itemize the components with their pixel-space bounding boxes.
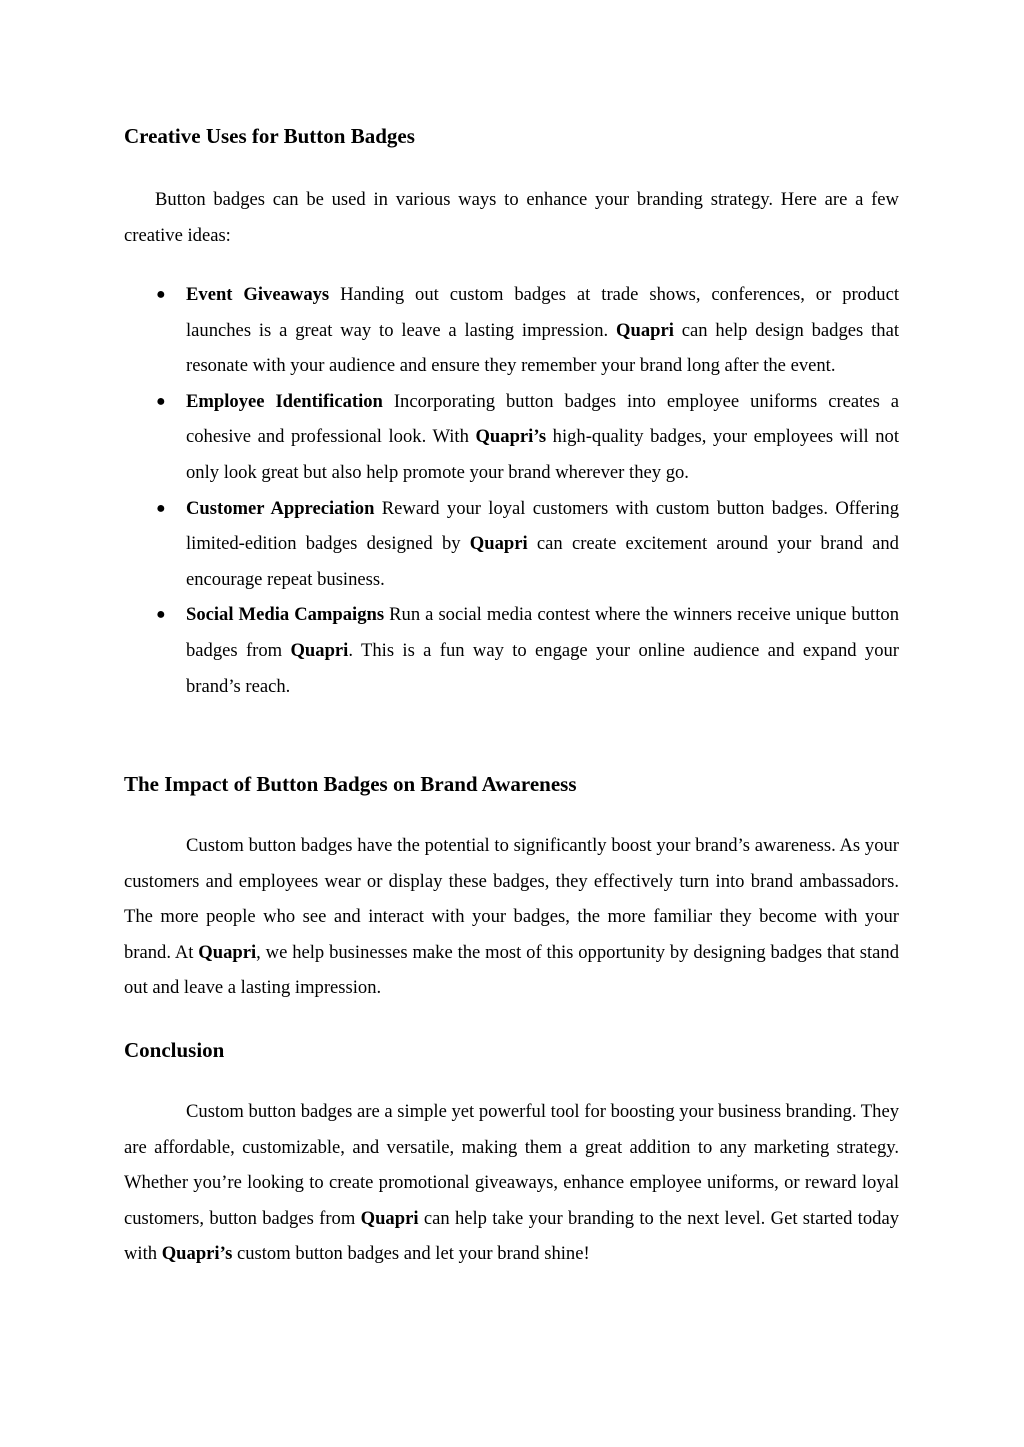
- list-item-event-giveaways: [124, 277, 899, 384]
- list-item-title: Employee Identification: [186, 390, 383, 412]
- impact-paragraph: [124, 828, 899, 1006]
- brand-name: Quapri’s: [475, 426, 547, 448]
- list-item-title: Event Giveaways: [186, 284, 330, 305]
- bullet-icon: ●: [156, 286, 166, 303]
- paragraph-text: Custom button badges have the potential to significantly boost your brand’s awareness. As your customers and employees wear or display these badges, they effectively turn into brand ambassadors. The more people who see and interact with your badges, the more familiar they become with your brand. At: [124, 835, 899, 963]
- list-item-text: Reward your loyal customers with custom button badges. Offering limited-edition badges designed by: [186, 497, 900, 555]
- intro-paragraph: Button badges can be used in various ways to enhance your branding strategy. Here are a few creative ideas:: [124, 189, 899, 246]
- section-heading-creative-uses: Creative Uses for Button Badges: [124, 124, 415, 148]
- paragraph-text: , we help businesses make the most of this opportunity by designing badges that stand out and leave a lasting impression.: [124, 941, 899, 999]
- list-item-text: can help design badges that resonate with your audience and ensure they remember your brand long after the event.: [186, 319, 899, 377]
- list-item-text: high-quality badges, your employees will not only look great but also help promote your brand wherever they go.: [186, 426, 899, 483]
- paragraph-text: Custom button badges are a simple yet powerful tool for boosting your business branding. They are affordable, customizable, and versatile, making them a great addition to any marketing strategy. Whether you’re looking to create promotional giveaways, enhance employee uniforms, or reward loyal customers, button badges from: [124, 1101, 899, 1229]
- list-item-customer-appreciation: [124, 491, 899, 598]
- section-heading-conclusion: Conclusion: [124, 1038, 225, 1062]
- list-item-text: can create excitement around your brand and encourage repeat business.: [186, 533, 899, 590]
- list-item-employee-identification: [124, 384, 899, 491]
- creative-ideas-list: [124, 277, 899, 704]
- list-item-title: Customer Appreciation: [186, 497, 375, 519]
- brand-name: Quapri: [469, 533, 528, 555]
- brand-name: Quapri: [360, 1207, 419, 1229]
- brand-name: Quapri: [198, 941, 257, 963]
- list-item-text: . This is a fun way to engage your online audience and expand your brand’s reach.: [186, 639, 899, 697]
- list-item-social-media-campaigns: [124, 597, 899, 704]
- conclusion-paragraph: [124, 1094, 899, 1272]
- paragraph-text: can help take your branding to the next level. Get started today with: [124, 1207, 899, 1265]
- brand-name: Quapri: [616, 319, 674, 341]
- list-item-title: Social Media Campaigns: [186, 604, 385, 626]
- brand-name: Quapri’s: [161, 1243, 233, 1265]
- bullet-icon: ●: [156, 606, 166, 624]
- bullet-icon: ●: [156, 499, 166, 517]
- section-heading-impact: The Impact of Button Badges on Brand Awareness: [124, 772, 577, 796]
- paragraph-text: custom button badges and let your brand shine!: [232, 1243, 590, 1265]
- brand-name: Quapri: [290, 639, 349, 661]
- bullet-icon: ●: [156, 392, 166, 410]
- list-item-text: Handing out custom badges at trade shows, conferences, or product launches is a great way to leave a lasting impression.: [186, 284, 899, 341]
- list-item-text: Run a social media contest where the winners receive unique button badges from: [186, 604, 899, 661]
- list-item-text: Incorporating button badges into employee uniforms creates a cohesive and professional look. With: [186, 390, 900, 448]
